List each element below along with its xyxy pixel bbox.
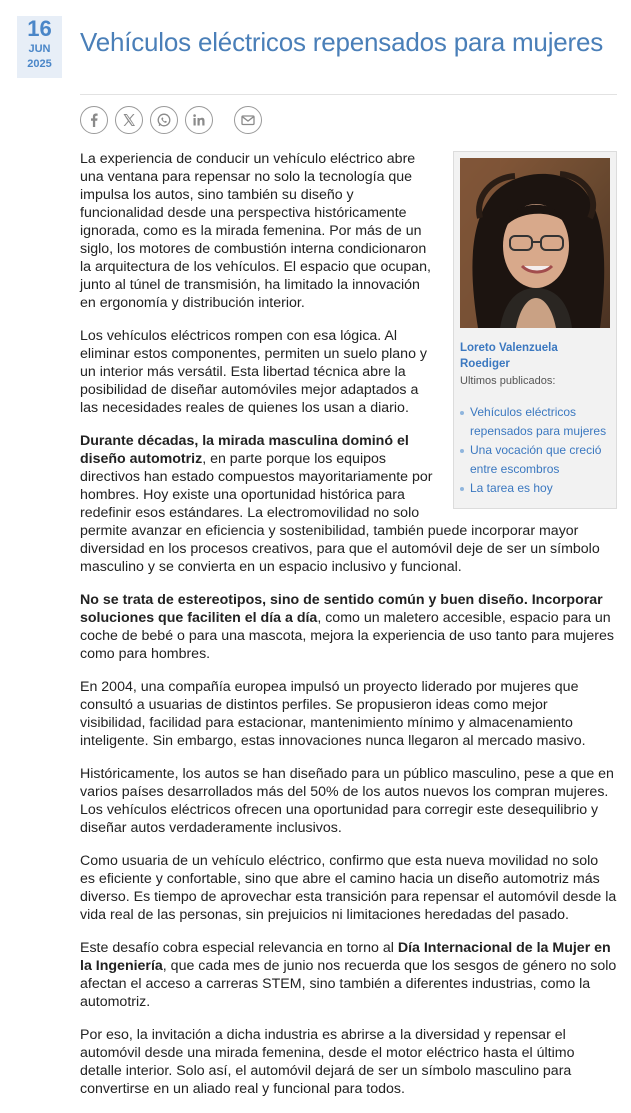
date-badge bbox=[17, 16, 62, 78]
author-card bbox=[453, 151, 617, 509]
article-paragraph bbox=[80, 678, 617, 750]
author-name[interactable]: Loreto Valenzuela Roediger bbox=[460, 342, 558, 370]
bold-text: No se trata de estereotipos, sino de sentido común y buen diseño. Incorporar soluciones que faciliten el día a día bbox=[80, 592, 603, 626]
date-month: JUN bbox=[28, 43, 51, 55]
linkedin-icon bbox=[191, 112, 207, 128]
whatsapp-icon bbox=[156, 112, 172, 128]
linkedin-share-button[interactable] bbox=[185, 106, 213, 134]
bold-text: Día Internacional de la Mujer en la Ingeniería bbox=[80, 940, 611, 974]
paragraph-text: Como usuaria de un vehículo eléctrico, confirmo que esta nueva movilidad no solo es eficiente y confortable, sino que abre el camino hacia un diseño automotriz más diverso. Es tiempo de aprovechar esta transición para repensar el automóvil desde la vida real de las personas, sin prejuicios ni limitaciones heredadas del pasado. bbox=[80, 853, 617, 923]
share-bar bbox=[80, 106, 269, 136]
article-paragraph bbox=[80, 1026, 617, 1098]
latest-label: Ultimos publicados: bbox=[460, 375, 556, 387]
paragraph-text: , que cada mes de junio nos recuerda que los sesgos de género no solo afectan el acceso a carreras STEM, sino también a diferentes industrias, como la automotriz. bbox=[80, 958, 617, 1010]
article-body bbox=[80, 150, 617, 1113]
latest-link[interactable]: Vehículos eléctricos repensados para mujeres bbox=[460, 403, 610, 441]
x-share-button[interactable] bbox=[115, 106, 143, 134]
paragraph-text: , en parte porque los equipos directivos han estado compuestos mayoritariamente por hombres. Hoy existe una oportunidad histórica para redefinir esos estándares. La electromovilidad no solo permite avanzar en eficiencia y sostenibilidad, también puede incorporar mayor diversidad en los procesos creativos, para que el automóvil deje de ser un símbolo masculino y se convierta en un espacio inclusivo y funcional. bbox=[80, 451, 600, 575]
title-divider bbox=[80, 94, 617, 95]
article-paragraph bbox=[80, 591, 617, 663]
latest-link[interactable]: Una vocación que creció entre escombros bbox=[460, 441, 610, 479]
article-header bbox=[0, 0, 631, 100]
facebook-icon bbox=[86, 112, 102, 128]
facebook-share-button[interactable] bbox=[80, 106, 108, 134]
paragraph-text: , como un maletero accesible, espacio para un coche de bebé o para una mascota, mejora la experiencia de uso tanto para mujeres como para hombres. bbox=[80, 610, 614, 662]
date-day: 16 bbox=[27, 16, 52, 41]
article-title: Vehículos eléctricos repensados para mujeres bbox=[80, 27, 604, 57]
article-paragraph bbox=[80, 852, 617, 924]
paragraph-text: En 2004, una compañía europea impulsó un proyecto liderado por mujeres que consultó a usuarias de distintos perfiles. Se propusieron ideas como mejor visibilidad, facilidad para estacionar, mantenimiento mínimo y almacenamiento inteligente. Sin embargo, estas innovaciones nunca llegaron al mercado masivo. bbox=[80, 679, 586, 749]
mail-icon bbox=[240, 112, 256, 128]
paragraph-text: La experiencia de conducir un vehículo eléctrico abre una ventana para repensar no solo la tecnología que impulsa los autos, sino también su diseño y funcionalidad desde una perspectiva históricamente ignorada, como es la mirada femenina. Por más de un siglo, los motores de combustión interna condicionaron la arquitectura de los vehículos. El espacio que ocupan, junto al túnel de transmisión, ha limitado la innovación en ergonomía y distribución interior. bbox=[80, 151, 431, 311]
x-icon bbox=[121, 112, 137, 128]
author-photo bbox=[460, 158, 610, 328]
bold-text: Durante décadas, la mirada masculina dominó el diseño automotriz bbox=[80, 433, 409, 467]
whatsapp-share-button[interactable] bbox=[150, 106, 178, 134]
email-share-button[interactable] bbox=[234, 106, 262, 134]
paragraph-text: Históricamente, los autos se han diseñado para un público masculino, pese a que en varios países desarrollados más del 50% de los autos nuevos los compran mujeres. Los vehículos eléctricos ofrecen una oportunidad para corregir este desequilibrio y diseñar autos verdaderamente inclusivos. bbox=[80, 766, 614, 836]
article-paragraph bbox=[80, 939, 617, 1011]
latest-list bbox=[460, 403, 610, 498]
paragraph-text: Los vehículos eléctricos rompen con esa lógica. Al eliminar estos componentes, permiten un suelo plano y un interior más versátil. Esta libertad técnica abre la posibilidad de diseñar automóviles mejor adaptados a las necesidades reales de quienes los usan a diario. bbox=[80, 328, 427, 416]
latest-link[interactable]: La tarea es hoy bbox=[460, 479, 610, 498]
date-year: 2025 bbox=[27, 58, 52, 70]
paragraph-text: Por eso, la invitación a dicha industria es abrirse a la diversidad y repensar el automóvil desde una mirada femenina, desde el motor eléctrico hasta el último detalle interior. Solo así, el automóvil dejará de ser un símbolo masculino para convertirse en un aliado real y funcional para todos. bbox=[80, 1027, 575, 1097]
paragraph-text: Este desafío cobra especial relevancia en torno al bbox=[80, 940, 398, 956]
article-paragraph bbox=[80, 765, 617, 837]
